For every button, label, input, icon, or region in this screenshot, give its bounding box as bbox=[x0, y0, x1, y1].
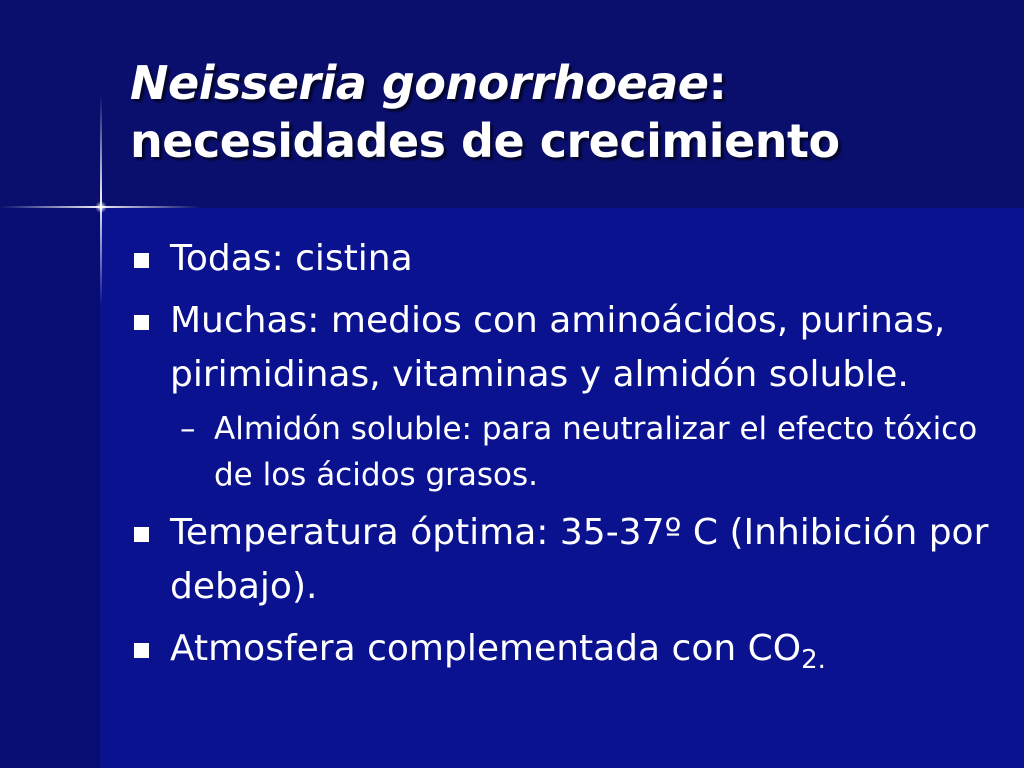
bullet-list bbox=[130, 232, 1000, 684]
dash-marker: – bbox=[180, 411, 196, 447]
square-bullet-icon bbox=[134, 643, 149, 658]
bullet-item bbox=[130, 622, 1000, 676]
bullet-text: Atmosfera complementada con CO bbox=[170, 628, 802, 669]
sub-bullet-text: Almidón soluble: para neutralizar el efecto tóxico de los ácidos grasos. bbox=[214, 411, 978, 493]
decorative-vertical-line bbox=[100, 95, 102, 305]
square-bullet-icon bbox=[134, 527, 149, 542]
bullet-item bbox=[130, 506, 1000, 614]
slide-title bbox=[130, 54, 840, 170]
bullet-text: Todas: cistina bbox=[170, 238, 413, 279]
title-colon: : bbox=[708, 56, 727, 110]
decorative-star-spark bbox=[95, 201, 107, 213]
bullet-item bbox=[130, 232, 1000, 286]
subscript-text: 2. bbox=[801, 645, 826, 675]
square-bullet-icon bbox=[134, 315, 149, 330]
bullet-text: Muchas: medios con aminoácidos, purinas, pirimidinas, vitaminas y almidón soluble. bbox=[170, 300, 946, 395]
sub-bullet-item bbox=[130, 406, 1000, 498]
bullet-item bbox=[130, 294, 1000, 402]
square-bullet-icon bbox=[134, 253, 149, 268]
title-italic-part: Neisseria gonorrhoeae bbox=[130, 56, 709, 110]
left-band bbox=[0, 208, 100, 768]
bullet-text: Temperatura óptima: 35-37º C (Inhibición por debajo). bbox=[170, 512, 989, 607]
title-line-2: necesidades de crecimiento bbox=[130, 114, 840, 168]
